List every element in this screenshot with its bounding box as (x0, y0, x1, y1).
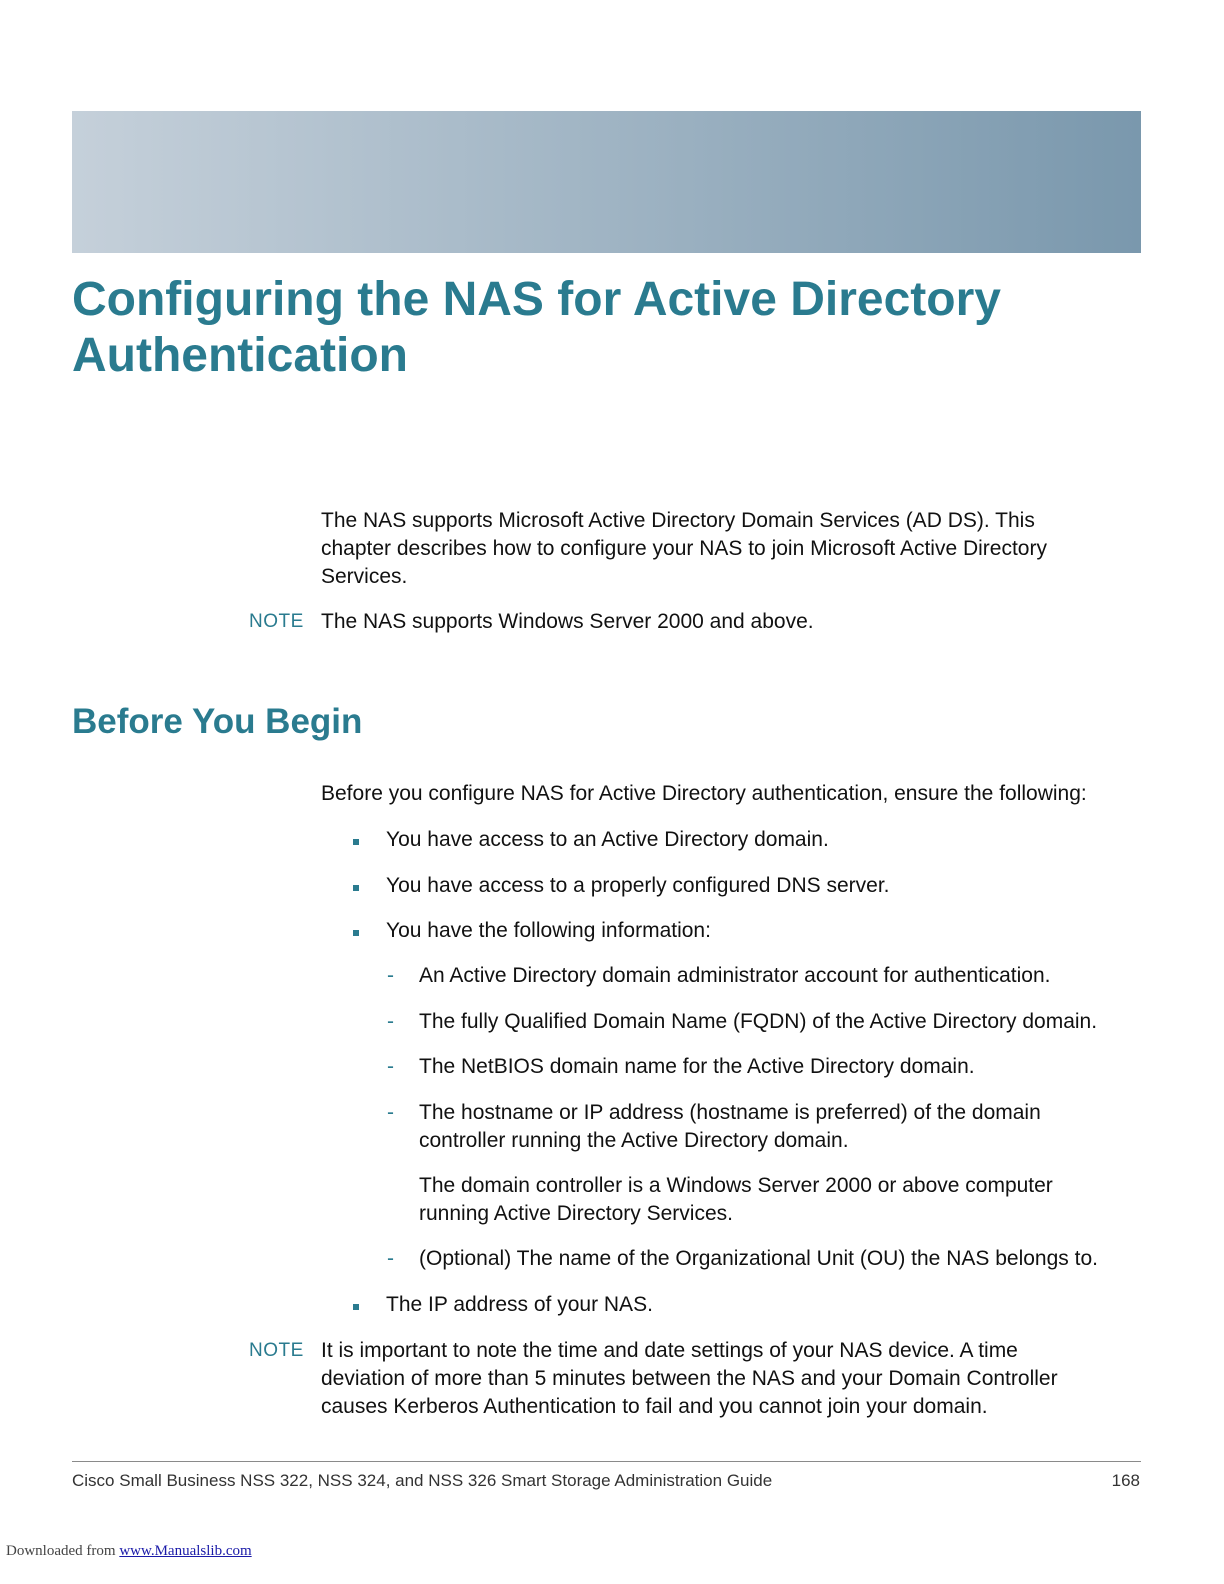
bullet-item-3: You have the following information: (386, 919, 711, 942)
section-title: Before You Begin (72, 702, 363, 741)
sub-item-2: The fully Qualified Domain Name (FQDN) of the Active Directory domain. (419, 1010, 1098, 1033)
intro-line-2: chapter describes how to configure your NAS to join Microsoft Active Directory (321, 537, 1047, 560)
bullet-marker (353, 930, 359, 936)
sub-item-4 (419, 1099, 1041, 1155)
bullet-marker (353, 839, 359, 845)
footer-divider (72, 1461, 1141, 1462)
chapter-banner (72, 111, 1141, 253)
sub-item-4-detail (419, 1172, 1053, 1228)
sub-item-1: An Active Directory domain administrator account for authentication. (419, 964, 1051, 987)
dash-marker: - (387, 964, 394, 987)
bullet-marker (353, 885, 359, 891)
chapter-title (72, 272, 1142, 384)
section-lead: Before you configure NAS for Active Directory authentication, ensure the following: (321, 782, 1087, 805)
intro-line-3: Services. (321, 565, 408, 588)
bullet-item-1: You have access to an Active Directory domain. (386, 828, 829, 851)
note-label-2: NOTE (249, 1340, 304, 1361)
footer-guide-title: Cisco Small Business NSS 322, NSS 324, and NSS 326 Smart Storage Administration Guide (72, 1471, 773, 1490)
page-number: 168 (1111, 1471, 1140, 1490)
dash-marker: - (387, 1247, 394, 1270)
bullet-item-4: The IP address of your NAS. (386, 1293, 653, 1316)
download-credit (6, 1542, 252, 1560)
sub-item-4-detail-line-1: The domain controller is a Windows Server 2000 or above computer (419, 1174, 1053, 1197)
sub-item-4-line-1: The hostname or IP address (hostname is preferred) of the domain (419, 1101, 1041, 1124)
sub-item-4-line-2: controller running the Active Directory domain. (419, 1129, 849, 1152)
note-2-line-3: causes Kerberos Authentication to fail and you cannot join your domain. (321, 1395, 988, 1418)
download-prefix: Downloaded from (6, 1543, 116, 1559)
note-text-2 (321, 1337, 1058, 1421)
note-label-1: NOTE (249, 611, 304, 632)
dash-marker: - (387, 1010, 394, 1033)
note-text-1: The NAS supports Windows Server 2000 and above. (321, 610, 814, 633)
manualslib-link[interactable]: www.Manualslib.com (119, 1543, 252, 1559)
intro-paragraph (321, 507, 1151, 591)
dash-marker: - (387, 1101, 394, 1124)
dash-marker: - (387, 1055, 394, 1078)
sub-item-5: (Optional) The name of the Organizational Unit (OU) the NAS belongs to. (419, 1247, 1098, 1270)
chapter-title-line-1: Configuring the NAS for Active Directory (72, 273, 1001, 326)
chapter-title-line-2: Authentication (72, 329, 408, 382)
intro-line-1: The NAS supports Microsoft Active Directory Domain Services (AD DS). This (321, 509, 1035, 532)
sub-item-3: The NetBIOS domain name for the Active Directory domain. (419, 1055, 975, 1078)
sub-item-4-detail-line-2: running Active Directory Services. (419, 1202, 733, 1225)
bullet-item-2: You have access to a properly configured DNS server. (386, 874, 890, 897)
bullet-marker (353, 1304, 359, 1310)
note-2-line-1: It is important to note the time and date settings of your NAS device. A time (321, 1339, 1018, 1362)
note-2-line-2: deviation of more than 5 minutes between the NAS and your Domain Controller (321, 1367, 1058, 1390)
